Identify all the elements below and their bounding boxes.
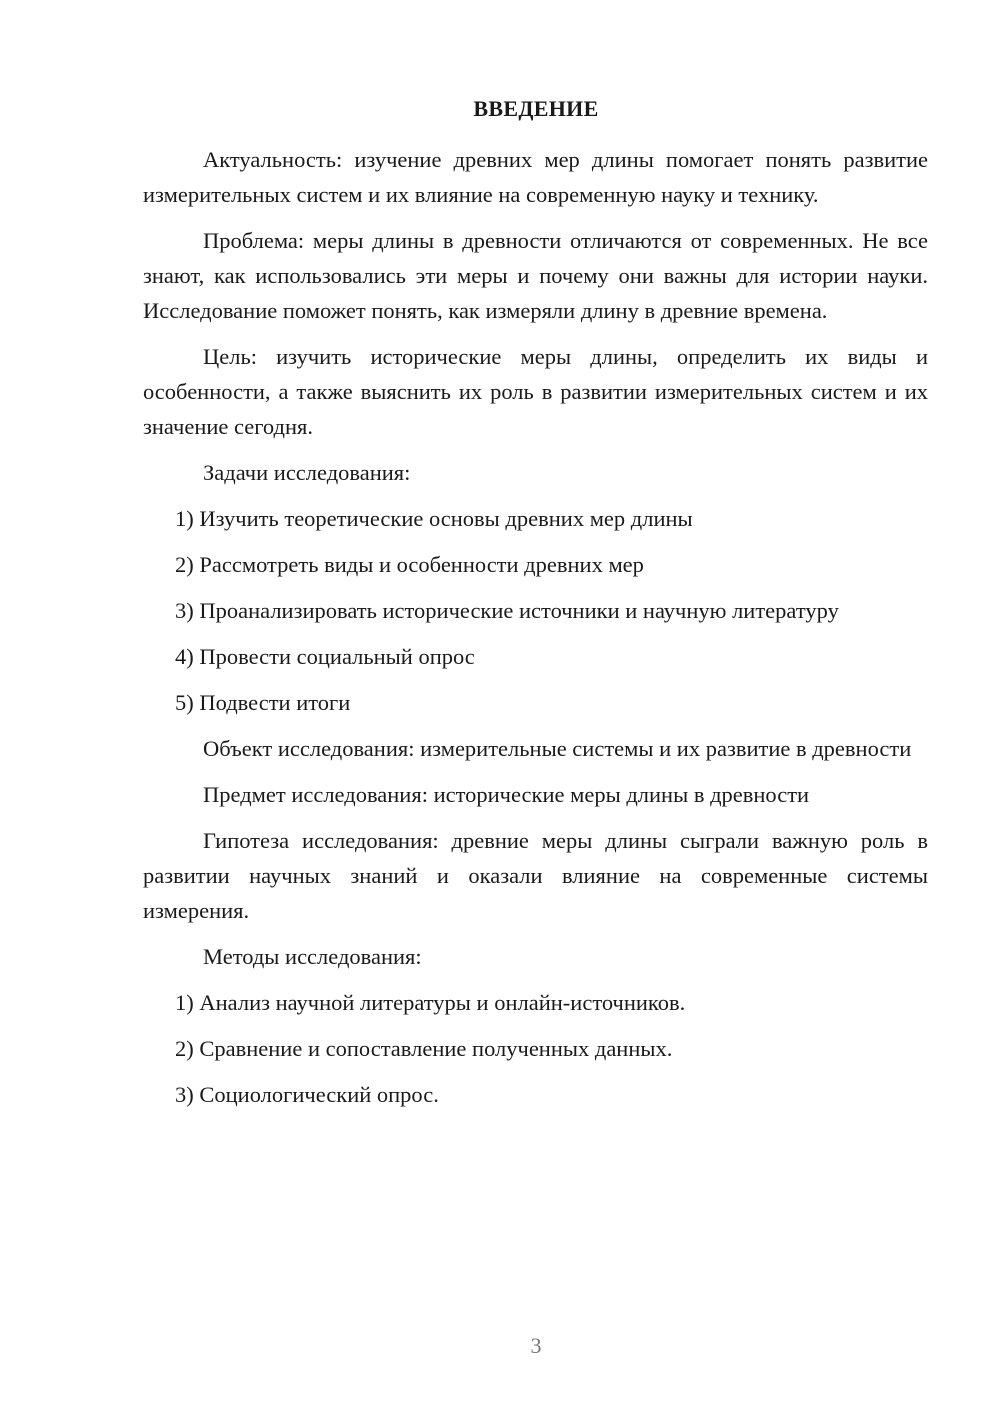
list-item: 3) Проанализировать исторические источники и научную литературу [175,598,839,623]
list-item: 1) Изучить теоретические основы древних мер длины [175,506,693,531]
subject-paragraph: Предмет исследования: исторические меры длины в древности [203,782,810,807]
list-item: 1) Анализ научной литературы и онлайн-источников. [175,990,686,1015]
page-number: 3 [530,1333,542,1358]
hypothesis-paragraph: Гипотеза исследования: древние меры длины сыграли важную роль в развитии научных знаний и оказали влияние на современные системы измерения. [143,828,928,923]
list-item: 2) Рассмотреть виды и особенности древних мер [175,552,644,577]
tasks-heading: Задачи исследования: [203,460,411,485]
object-paragraph: Объект исследования: измерительные системы и их развитие в древности [203,736,912,761]
list-item: 2) Сравнение и сопоставление полученных данных. [175,1036,673,1061]
list-item: 5) Подвести итоги [175,690,351,715]
list-item: 4) Провести социальный опрос [175,644,475,669]
list-item: 3) Социологический опрос. [175,1082,439,1107]
methods-heading: Методы исследования: [203,944,422,969]
problem-paragraph: Проблема: меры длины в древности отличаются от современных. Не все знают, как использовались эти меры и почему они важны для истории науки. Исследование поможет понять, как измеряли длину в древние времена. [143,228,928,323]
tasks-list [143,501,928,720]
goal-paragraph: Цель: изучить исторические меры длины, определить их виды и особенности, а также выяснить их роль в развитии измерительных систем и их значение сегодня. [143,344,928,439]
page-title: ВВЕДЕНИЕ [473,96,599,121]
relevance-paragraph: Актуальность: изучение древних мер длины помогает понять развитие измерительных систем и их влияние на современную науку и технику. [143,147,928,207]
methods-list [143,985,928,1112]
main-content [143,142,928,1123]
